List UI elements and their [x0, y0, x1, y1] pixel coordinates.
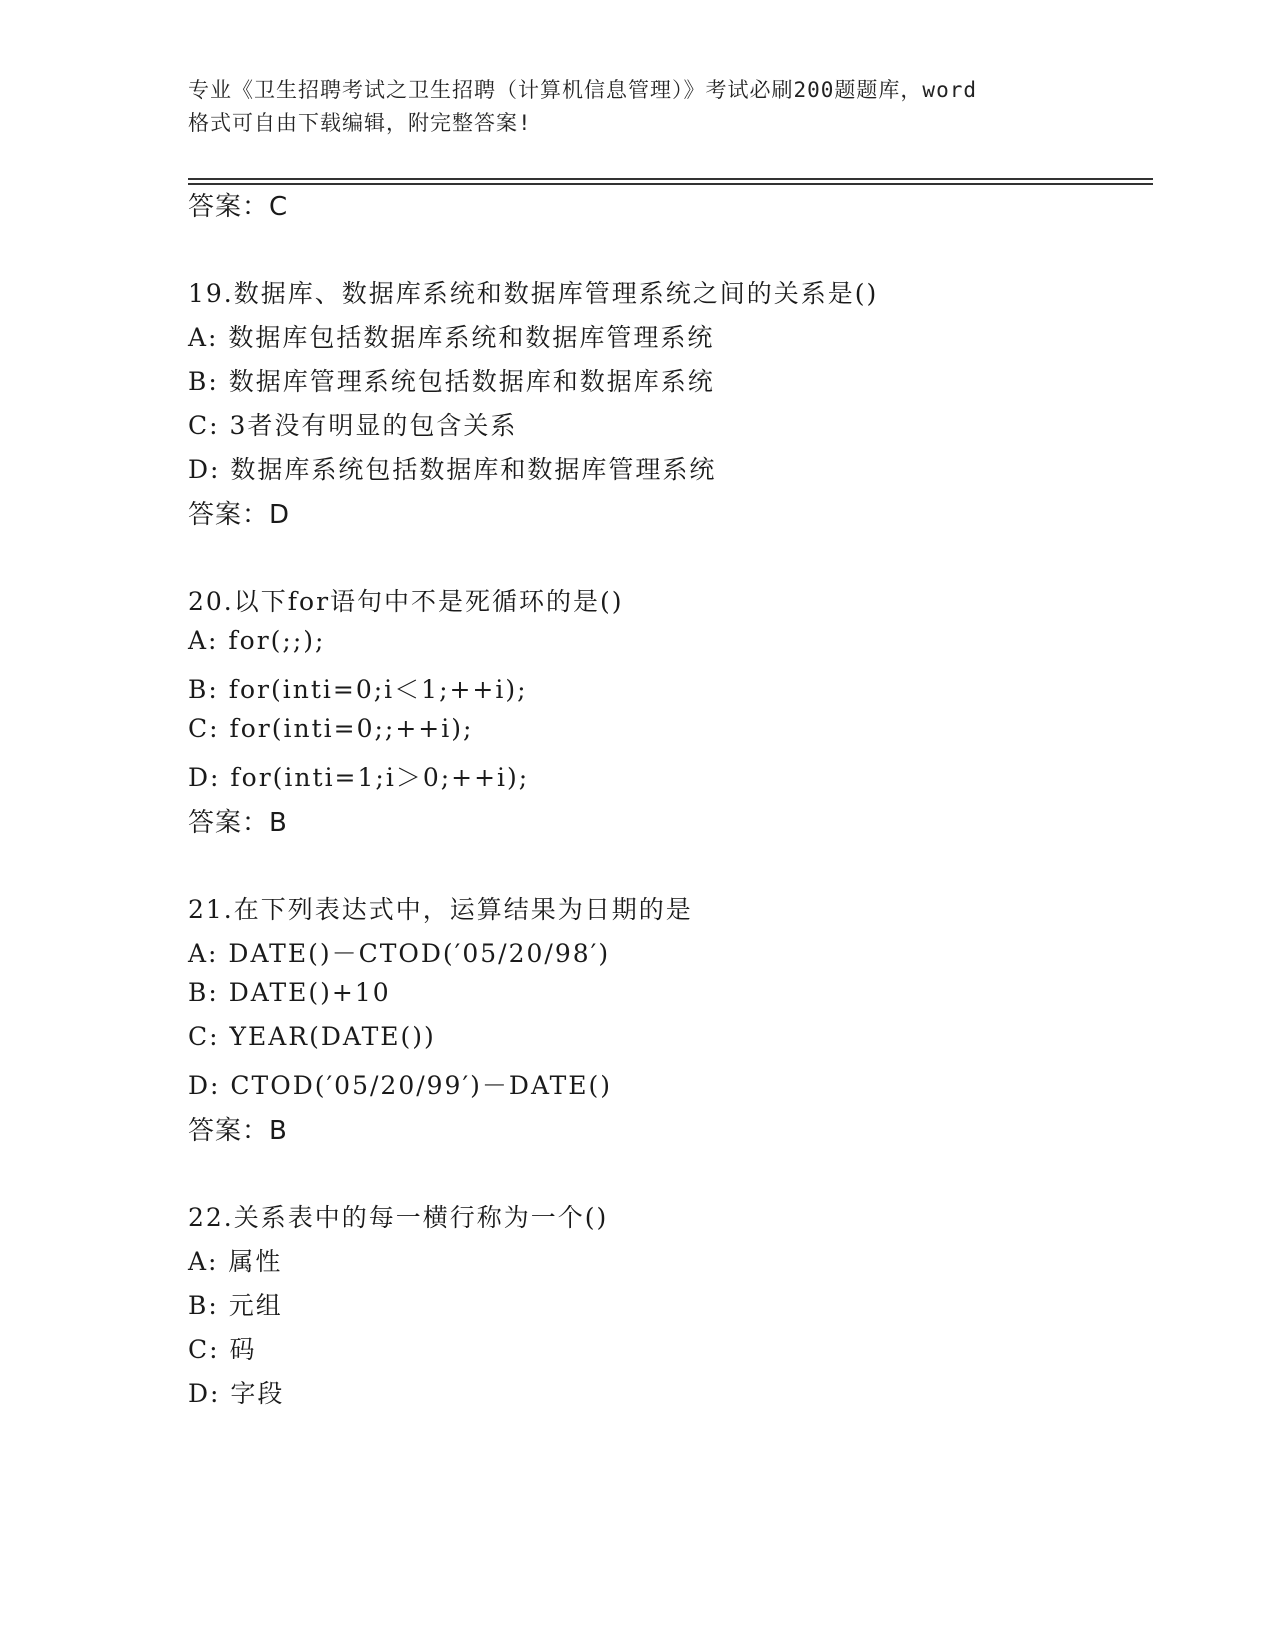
question-22: 22.关系表中的每一横行称为一个()	[188, 1203, 609, 1232]
question-21-option-d: D: CTOD(′05/20/99′)－DATE()	[188, 1071, 613, 1100]
question-22-option-b: B: 元组	[188, 1291, 283, 1320]
header-divider-top	[188, 178, 1153, 180]
question-21-option-c: C: YEAR(DATE())	[188, 1022, 436, 1051]
question-21: 21.在下列表达式中，运算结果为日期的是	[188, 895, 693, 924]
question-22-option-a: A: 属性	[188, 1247, 283, 1276]
question-19-option-c: C: 3者没有明显的包含关系	[188, 411, 518, 440]
header-divider-bottom	[188, 183, 1153, 185]
answer-line: 答案：C	[188, 192, 289, 222]
header-line-2: 格式可自由下载编辑，附完整答案!	[188, 111, 532, 135]
question-20-option-a: A: for(;;);	[188, 626, 326, 655]
question-20-option-c: C: for(inti=0;;++i);	[188, 714, 474, 743]
question-21-answer: 答案：B	[188, 1116, 288, 1146]
question-22-option-d: D: 字段	[188, 1379, 285, 1408]
question-19: 19.数据库、数据库系统和数据库管理系统之间的关系是()	[188, 279, 879, 308]
document-header	[188, 74, 1088, 140]
question-20-option-d: D: for(inti=1;i＞0;++i);	[188, 763, 530, 792]
question-22-option-c: C: 码	[188, 1335, 257, 1364]
question-19-option-d: D: 数据库系统包括数据库和数据库管理系统	[188, 455, 717, 484]
question-20-answer: 答案：B	[188, 808, 288, 838]
question-19-option-a: A: 数据库包括数据库系统和数据库管理系统	[188, 323, 715, 352]
question-19-answer: 答案：D	[188, 500, 291, 530]
question-20: 20.以下for语句中不是死循环的是()	[188, 587, 624, 616]
header-line-1: 专业《卫生招聘考试之卫生招聘（计算机信息管理）》考试必刷200题题库，word	[188, 78, 977, 102]
question-20-option-b: B: for(inti=0;i＜1;++i);	[188, 675, 528, 704]
question-21-option-a: A: DATE()－CTOD(′05/20/98′)	[188, 939, 611, 968]
question-21-option-b: B: DATE()+10	[188, 978, 391, 1007]
question-19-option-b: B: 数据库管理系统包括数据库和数据库系统	[188, 367, 715, 396]
